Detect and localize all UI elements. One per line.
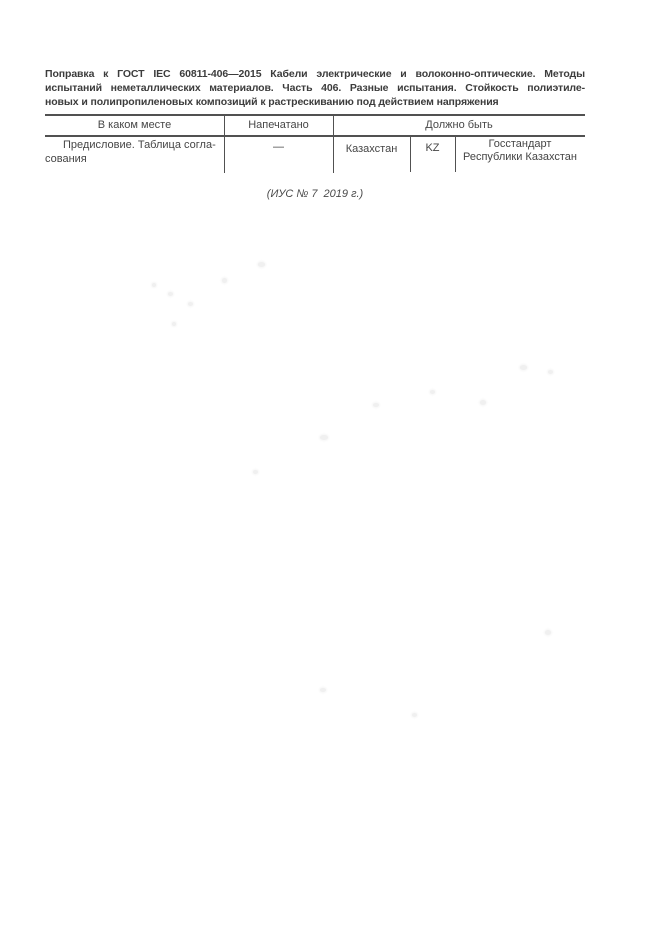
cell-printed-dash: — xyxy=(273,141,284,153)
cell-standard-body xyxy=(455,138,585,164)
ius-bulletin-note: (ИУС № 7 2019 г.) xyxy=(266,188,364,200)
scan-speckle xyxy=(188,302,193,306)
cell-location xyxy=(45,139,224,166)
title-line-3: новых и полипропиленовых композиций к растрескиванию под действием напряжения xyxy=(45,95,499,108)
scan-speckle xyxy=(320,688,326,692)
scan-speckle xyxy=(222,278,227,283)
scan-speckle xyxy=(253,470,258,474)
cell-location-line-1: Предисловие. Таблица согла- xyxy=(63,139,216,151)
cell-standard-body-line-2: Республики Казахстан xyxy=(463,151,577,163)
scan-speckle xyxy=(168,292,173,296)
scan-speckle xyxy=(548,370,553,374)
scan-speckle xyxy=(545,630,551,635)
document-title xyxy=(45,67,585,109)
scan-speckle xyxy=(320,435,328,440)
cell-location-line-2: сования xyxy=(45,152,87,165)
scan-speckle xyxy=(258,262,265,267)
cell-standard-body-line-1: Госстандарт xyxy=(488,138,552,150)
scan-speckle xyxy=(172,322,176,326)
table-header-rule xyxy=(45,135,585,137)
column-header-printed: Напечатано xyxy=(248,119,309,131)
cell-country-code: KZ xyxy=(425,142,440,154)
cell-country: Казахстан xyxy=(345,143,398,155)
scan-speckle xyxy=(520,365,527,370)
title-line-2: испытаний неметаллических материалов. Часть 406. Разные испытания. Стойкость полиэтиле- xyxy=(45,81,585,94)
errata-table xyxy=(45,114,585,174)
table-top-rule xyxy=(45,114,585,116)
scan-speckle xyxy=(480,400,486,405)
scan-speckle xyxy=(430,390,435,394)
column-header-location: В каком месте xyxy=(97,119,172,131)
title-line-1: Поправка к ГОСТ IEC 60811-406—2015 Кабели электрические и волоконно-оптические. Методы xyxy=(45,67,585,80)
scan-speckle xyxy=(152,283,156,287)
column-header-correct: Должно быть xyxy=(425,119,493,131)
scan-speckle xyxy=(412,713,417,717)
scan-speckle xyxy=(373,403,379,407)
